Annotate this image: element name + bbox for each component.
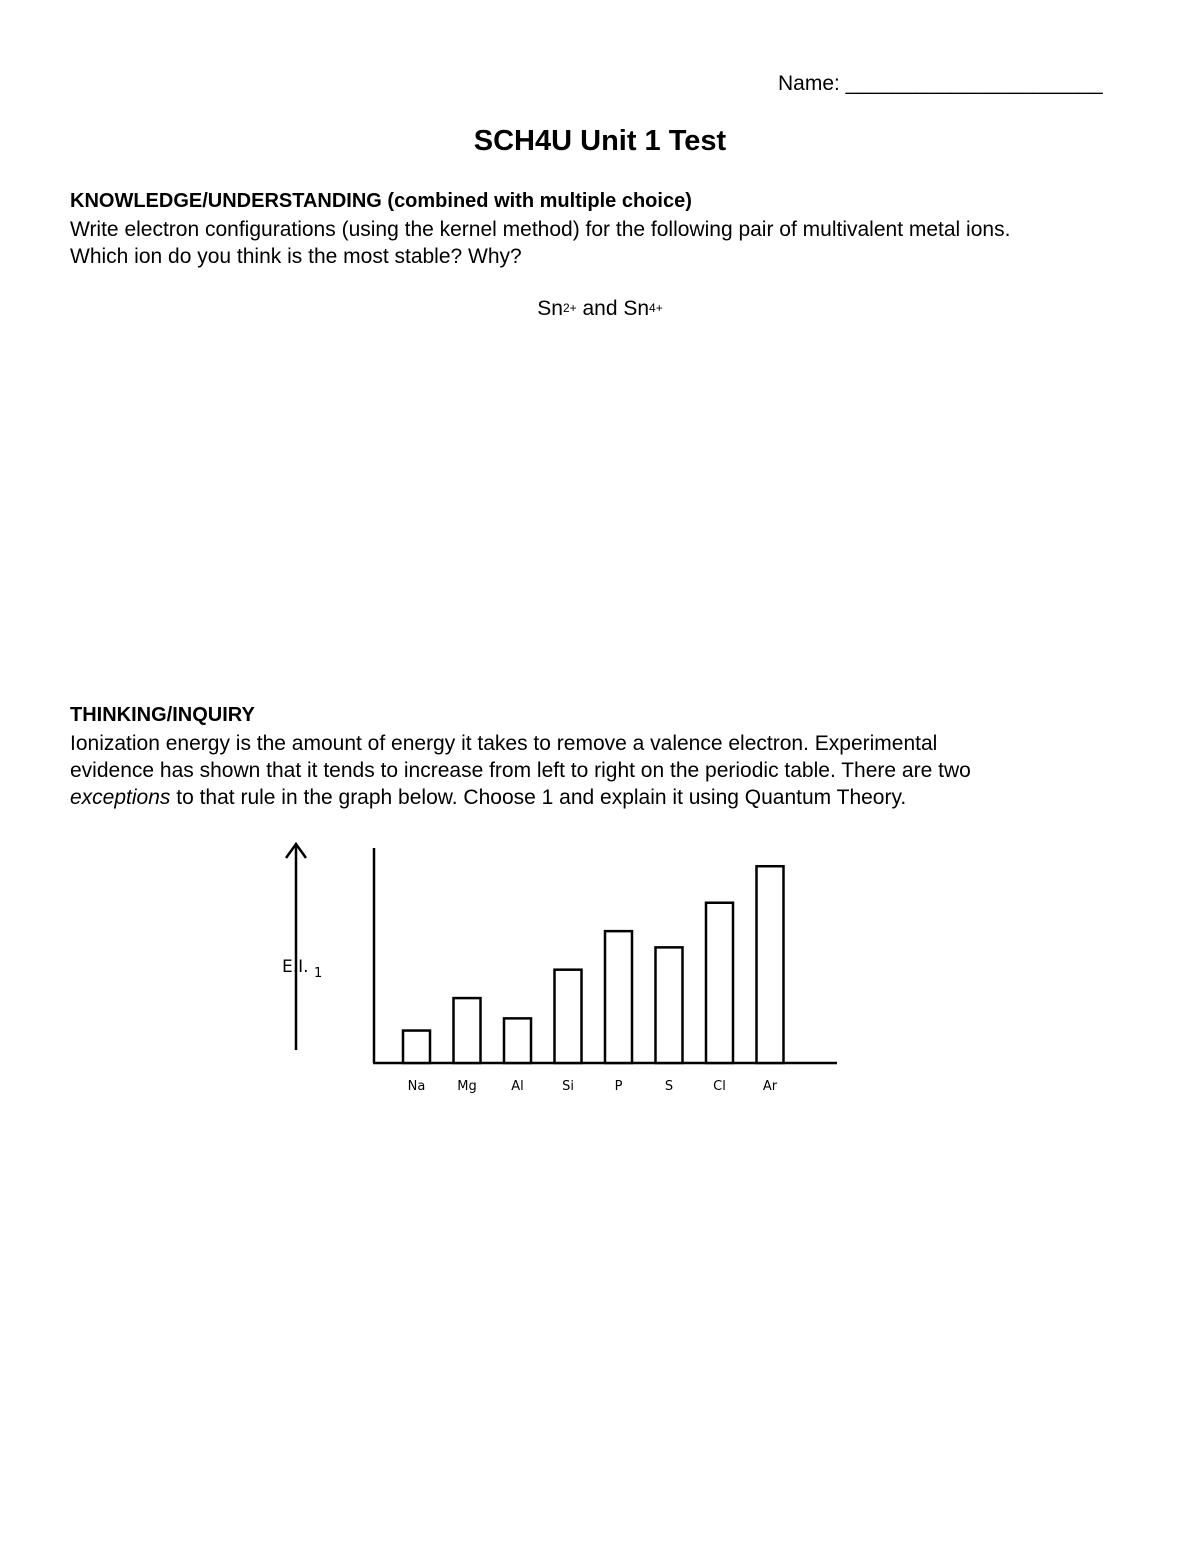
section-heading-knowledge: KNOWLEDGE/UNDERSTANDING (combined with multiple choice): [70, 190, 692, 212]
y-axis-label: [282, 957, 322, 981]
ion-connector: and: [576, 297, 624, 320]
thinking-question-line: Ionization energy is the amount of energy it takes to remove a valence electron. Experimental: [70, 732, 938, 755]
bar-ar: [757, 866, 784, 1063]
thinking-question-line: [70, 784, 1150, 811]
tick-label-mg: Mg: [457, 1079, 477, 1094]
bar-p: [605, 931, 632, 1063]
ion-b-charge: 4+: [649, 301, 663, 315]
knowledge-question: [70, 216, 1150, 270]
y-axis-label-text: E.I.: [282, 957, 309, 977]
knowledge-question-line: Which ion do you think is the most stable? Why?: [70, 245, 522, 268]
bar-cl: [706, 903, 733, 1063]
bar-mg: [454, 998, 481, 1063]
knowledge-question-line: Write electron configurations (using the kernel method) for the following pair of multivalent metal ions.: [70, 218, 1011, 241]
tick-label-cl: Cl: [713, 1079, 726, 1094]
name-field[interactable]: Name: ______________________: [778, 72, 1103, 95]
thinking-question-line: evidence has shown that it tends to increase from left to right on the periodic table. There are two: [70, 759, 971, 782]
bar-s: [656, 947, 683, 1063]
section-heading-thinking: THINKING/INQUIRY: [70, 704, 255, 726]
bar-al: [504, 1018, 531, 1063]
page-title: SCH4U Unit 1 Test: [473, 125, 727, 157]
y-axis-label-subscript: 1: [314, 966, 323, 981]
tick-labels-group: [408, 1079, 778, 1094]
thinking-question-line-rest: to that rule in the graph below. Choose 1 and explain it using Quantum Theory.: [170, 786, 907, 809]
tick-label-si: Si: [562, 1079, 574, 1094]
tick-label-na: Na: [407, 1079, 426, 1094]
ion-b-symbol: Sn: [623, 297, 650, 320]
bars-group: [403, 866, 784, 1063]
exceptions-emphasis: exceptions: [70, 786, 171, 809]
tick-label-al: Al: [511, 1079, 524, 1094]
y-arrow: [286, 844, 306, 1050]
bar-na: [403, 1031, 430, 1063]
tick-label-ar: Ar: [762, 1079, 778, 1094]
bar-si: [555, 970, 582, 1063]
tick-label-p: P: [614, 1079, 623, 1094]
thinking-question: [70, 730, 1150, 811]
ion-pair: [0, 297, 1200, 321]
tick-label-s: S: [664, 1079, 674, 1094]
ion-a-charge: 2+: [562, 301, 577, 315]
ionization-energy-chart: [270, 830, 870, 1110]
ion-a-symbol: Sn: [537, 297, 563, 320]
